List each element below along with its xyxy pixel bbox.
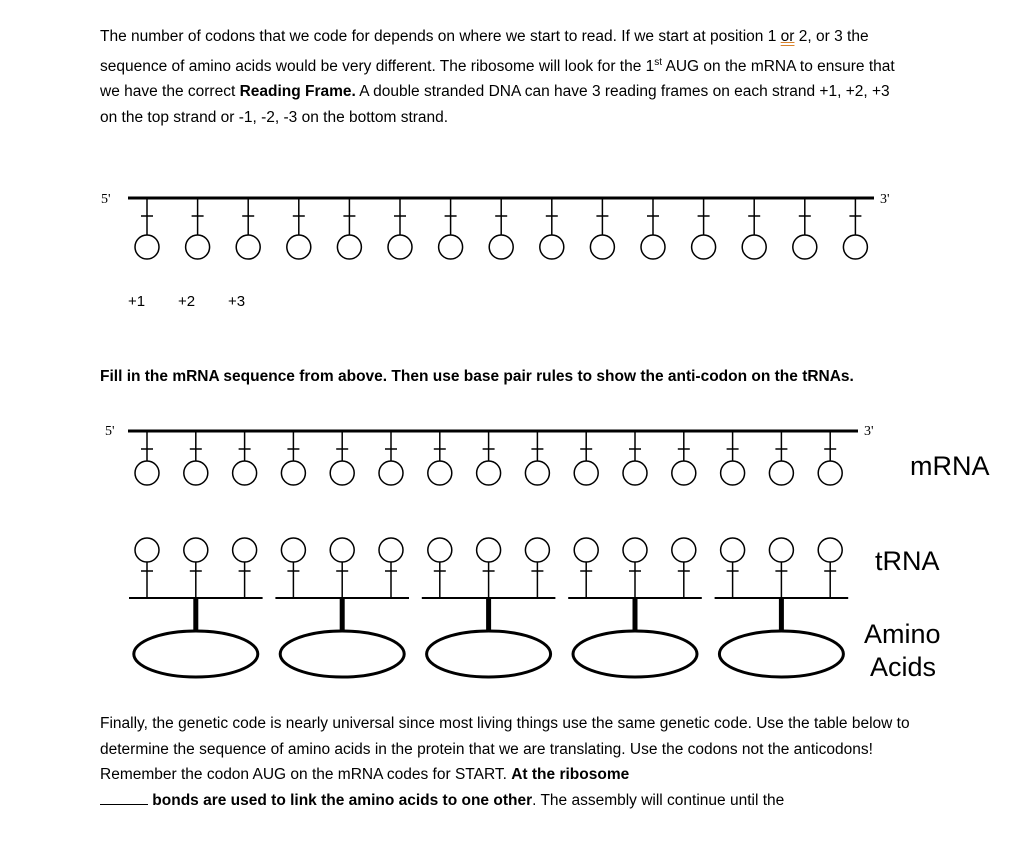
nucleotide <box>439 198 463 259</box>
label-amino: Amino <box>864 619 941 649</box>
strand1-three-prime: 3' <box>880 192 890 207</box>
trna-anticodon <box>818 538 842 598</box>
trna-anticodon <box>233 538 257 598</box>
nucleotide <box>135 431 159 485</box>
nucleotide <box>641 198 665 259</box>
trna-anticodon <box>477 538 501 598</box>
strand2-three-prime: 3' <box>864 424 874 439</box>
nucleotide <box>281 431 305 485</box>
intro-superscript: st <box>654 56 663 68</box>
trna-anticodon <box>281 538 305 598</box>
nucleotide <box>477 431 501 485</box>
trna-anticodon <box>184 538 208 598</box>
nucleotide <box>388 198 412 259</box>
mrna-nucleotides <box>135 431 842 485</box>
nucleotide <box>236 198 260 259</box>
trna-anticodon <box>330 538 354 598</box>
amino-acid <box>134 598 258 677</box>
trna-anticodon <box>574 538 598 598</box>
trna-anticodon <box>525 538 549 598</box>
frame-plus-1: +1 <box>128 293 146 310</box>
amino-acid <box>573 598 697 677</box>
nucleotide <box>379 431 403 485</box>
nucleotide <box>337 198 361 259</box>
intro-text-2: 2, or 3 the sequence of amino acids would be very different. The ribosome will look for the 1 <box>100 28 869 75</box>
nucleotide <box>721 431 745 485</box>
dna-strand-top <box>101 192 890 310</box>
mrna-strand <box>105 424 874 485</box>
nucleotide <box>186 198 210 259</box>
intro-text-3: AUG on the mRNA to ensure that we have the correct <box>100 57 895 101</box>
nucleotide <box>692 198 716 259</box>
amino-acid <box>719 598 843 677</box>
nucleotide <box>540 198 564 259</box>
nucleotide <box>672 431 696 485</box>
trna-row <box>129 538 848 598</box>
intro-text-1: The number of codons that we code for depends on where we start to read. If we start at position 1 <box>100 28 781 45</box>
trna-anticodon <box>379 538 403 598</box>
closing-bold-1: At the ribosome <box>511 766 630 783</box>
fill-instruction: Fill in the mRNA sequence from above. Then use base pair rules to show the anti-codon on the tRNAs. <box>100 368 854 385</box>
nucleotide <box>233 431 257 485</box>
nucleotide <box>330 431 354 485</box>
nucleotide <box>769 431 793 485</box>
trna-anticodon <box>769 538 793 598</box>
label-acids: Acids <box>870 652 937 682</box>
label-trna: tRNA <box>875 546 940 576</box>
intro-text-4: A double stranded DNA can have 3 reading frames on each strand +1, +2, +3 on the top strand or -1, -2, -3 on the bottom strand. <box>100 83 890 126</box>
trna-anticodon <box>623 538 647 598</box>
nucleotide <box>574 431 598 485</box>
closing-text-1: Finally, the genetic code is nearly universal since most living things use the same genetic code. Use the table below to determine the sequence of amino acids in the protein that we are translating. Use the codons not the anticodons! Remember the codon AUG on the mRNA codes for START. <box>100 715 910 783</box>
trna-anticodon <box>428 538 452 598</box>
nucleotide <box>525 431 549 485</box>
reading-frame-term: Reading Frame. <box>239 83 356 101</box>
trna-anticodon <box>721 538 745 598</box>
strand1-nucleotides <box>135 198 867 259</box>
closing-text-2: . The assembly will continue until the <box>532 791 785 809</box>
nucleotide <box>623 431 647 485</box>
label-mrna: mRNA <box>910 451 990 481</box>
nucleotide <box>843 198 867 259</box>
nucleotide <box>428 431 452 485</box>
nucleotide <box>184 431 208 485</box>
trna-anticodon <box>135 538 159 598</box>
closing-bold-2: bonds are used to link the amino acids to one other <box>148 791 533 809</box>
intro-underlined-or: or <box>780 28 795 45</box>
strand1-five-prime: 5' <box>101 192 111 207</box>
amino-acid <box>280 598 404 677</box>
nucleotide <box>135 198 159 259</box>
frame-plus-2: +2 <box>178 293 196 310</box>
nucleotide <box>287 198 311 259</box>
frame-plus-3: +3 <box>228 293 246 310</box>
nucleotide <box>590 198 614 259</box>
nucleotide <box>793 198 817 259</box>
amino-acid-row <box>134 598 844 677</box>
strand2-five-prime: 5' <box>105 424 115 439</box>
nucleotide <box>818 431 842 485</box>
trna-anticodon <box>672 538 696 598</box>
nucleotide <box>489 198 513 259</box>
nucleotide <box>742 198 766 259</box>
amino-acid <box>427 598 551 677</box>
